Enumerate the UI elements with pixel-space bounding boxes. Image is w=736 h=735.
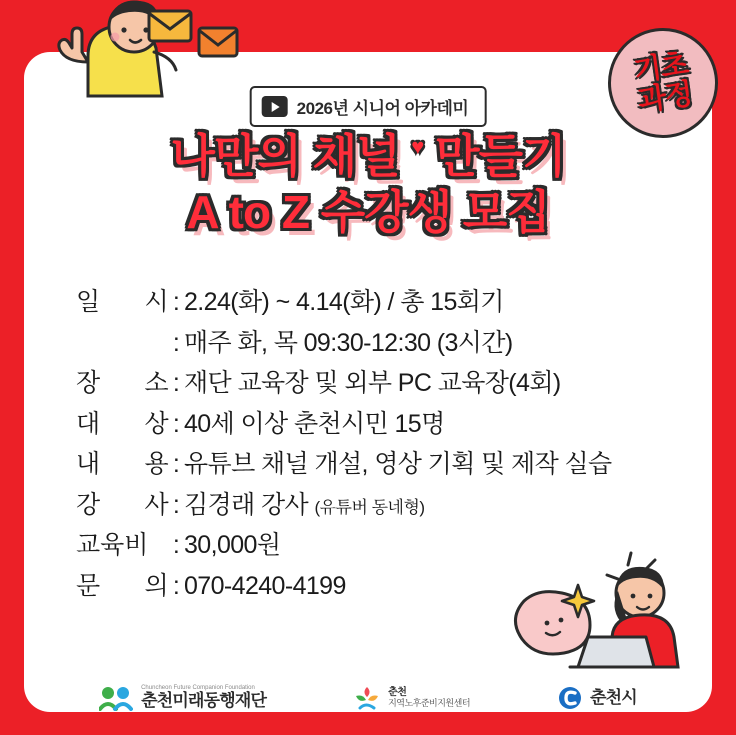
detail-row-schedule: [76, 323, 676, 364]
city-logo-text: [590, 688, 637, 708]
detail-value-instructor: [184, 485, 425, 526]
detail-row-date: [76, 282, 676, 323]
foundation-logo-sup: Chuncheon Future Companion Foundation: [141, 684, 255, 691]
colon: :: [172, 571, 180, 600]
colon: :: [172, 409, 180, 438]
envelope-icon: [146, 6, 194, 46]
city-logo-icon: [558, 686, 582, 710]
detail-value-target: 40세 이상 춘천시민 15명: [184, 409, 445, 438]
detail-row-fee: [76, 525, 676, 566]
logo-chuncheon-city: [558, 686, 637, 710]
detail-value-place: 재단 교육장 및 외부 PC 교육장(4회): [184, 369, 561, 397]
detail-row-content: [76, 444, 676, 485]
detail-row-instructor: [76, 485, 676, 526]
center-logo-line-1: 춘천: [388, 686, 407, 698]
colon: :: [172, 450, 180, 478]
logo-retirement-support-center: [354, 685, 470, 711]
headline-line-1-part-a: 나만의 채널: [170, 130, 400, 182]
detail-label-target: 대 상: [76, 409, 168, 438]
detail-label-contact: 문 의: [76, 571, 168, 600]
colon: :: [172, 490, 180, 519]
program-tag-label: 2026년 시니어 아카데미: [296, 99, 469, 118]
colon: :: [172, 328, 180, 357]
logo-chuncheon-future-foundation: [99, 685, 266, 711]
center-logo-icon: [354, 685, 380, 711]
headline-line-1: [0, 128, 736, 184]
envelope-icon: [196, 24, 240, 60]
detail-label-place: 장 소: [76, 369, 168, 397]
badge-line-1: 기초: [631, 48, 690, 88]
headline-line-1-part-b: 만들기: [435, 130, 566, 182]
headline-line-2: A to Z 수강생 모집: [186, 186, 550, 239]
detail-row-place: [76, 363, 676, 404]
instructor-name: 김경래 강사: [184, 490, 309, 519]
program-tag: [250, 86, 487, 127]
badge-line-2: 과정: [636, 78, 695, 118]
detail-value-content: 유튜브 채널 개설, 영상 기획 및 제작 실습: [184, 450, 612, 478]
colon: :: [172, 369, 180, 397]
play-icon: [262, 96, 288, 117]
detail-label-fee: 교육비: [76, 531, 149, 559]
detail-label-content: 내 용: [76, 450, 168, 478]
logo-strip: [0, 685, 736, 711]
detail-row-target: [76, 404, 676, 445]
foundation-logo-icon: [99, 685, 133, 711]
center-logo-line-2: 지역노후준비지원센터: [388, 698, 471, 709]
page-title: [0, 128, 736, 240]
center-logo-text: [388, 687, 470, 709]
foundation-logo-main: 춘천미래동행재단: [141, 691, 267, 711]
detail-value-fee: 30,000원: [184, 531, 281, 559]
detail-value-schedule: 매주 화, 목 09:30-12:30 (3시간): [184, 328, 513, 357]
detail-value-contact: 070-4240-4199: [184, 571, 346, 600]
city-logo-main: 춘천시: [590, 688, 637, 707]
detail-label-date: 일 시: [76, 288, 168, 316]
detail-label-instructor: 강 사: [76, 490, 168, 519]
colon: :: [172, 531, 180, 559]
instructor-note: (유튜버 동네형): [314, 497, 425, 517]
heart-icon: ♥: [411, 134, 424, 159]
detail-row-contact: [76, 566, 676, 607]
detail-value-date: 2.24(화) ~ 4.14(화) / 총 15회기: [184, 288, 504, 316]
details-list: [76, 282, 676, 606]
foundation-logo-text: [141, 685, 266, 711]
colon: :: [172, 288, 180, 316]
